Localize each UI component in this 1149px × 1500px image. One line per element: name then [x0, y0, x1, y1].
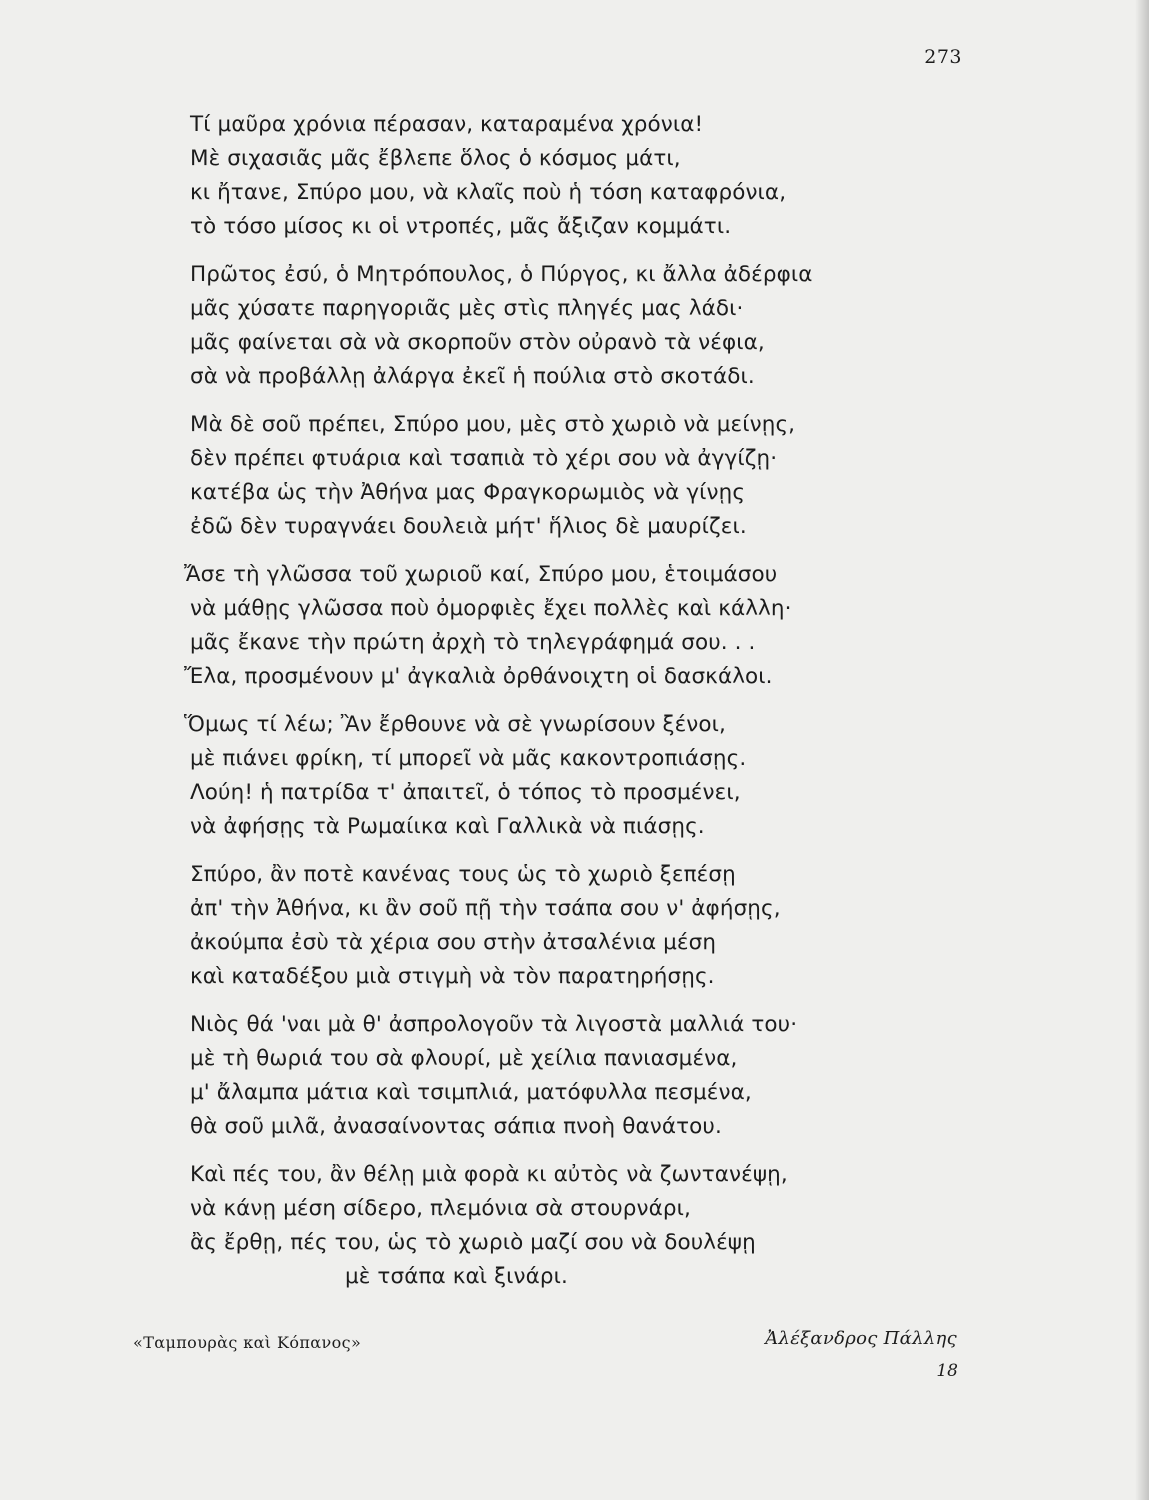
poem-line: καὶ καταδέξου μιὰ στιγμὴ νὰ τὸν παρατηρήσῃς.	[190, 964, 715, 989]
poem-line: τὸ τόσο μίσος κι οἱ ντροπές, μᾶς ἄξιζαν κομμάτι.	[190, 214, 732, 239]
poem-line: νὰ κάνῃ μέση σίδερο, πλεμόνια σὰ στουρνάρι,	[190, 1196, 691, 1221]
poem-line: Ἔλα, προσμένουν μ' ἀγκαλιὰ ὀρθάνοιχτη οἱ δασκάλοι.	[184, 664, 773, 689]
poem-line: νὰ ἀφήσῃς τὰ Ρωμαίικα καὶ Γαλλικὰ νὰ πιάσῃς.	[190, 814, 705, 839]
page-edge-shadow	[1135, 0, 1149, 1500]
poem-line: θὰ σοῦ μιλᾶ, ἀνασαίνοντας σάπια πνοὴ θανάτου.	[190, 1114, 722, 1139]
poem-line: ἐδῶ δὲν τυραγνάει δουλειὰ μήτ' ἥλιος δὲ μαυρίζει.	[190, 514, 747, 539]
signature-mark: 18	[936, 1361, 958, 1381]
source-title: «Ταμπουρὰς καὶ Κόπανος»	[133, 1333, 362, 1352]
poem-line: ἂς ἔρθῃ, πές του, ὡς τὸ χωριὸ μαζί σου νὰ δουλέψῃ	[190, 1230, 756, 1255]
poem-line: Πρῶτος ἐσύ, ὁ Μητρόπουλος, ὁ Πύργος, κι ἄλλα ἀδέρφια	[190, 262, 813, 287]
poem-line: κι ἤτανε, Σπύρο μου, νὰ κλαῖς ποὺ ἡ τόση καταφρόνια,	[190, 180, 787, 205]
poem-line: μᾶς φαίνεται σὰ νὰ σκορποῦν στὸν οὐρανὸ τὰ νέφια,	[190, 330, 765, 355]
poem-line: Νιὸς θά 'ναι μὰ θ' ἀσπρολογοῦν τὰ λιγοστὰ μαλλιά του·	[190, 1012, 798, 1037]
stanza-5	[0, 708, 1000, 844]
stanza-3	[0, 408, 1000, 544]
stanza-1	[0, 108, 1000, 244]
poem-line: μὲ πιάνει φρίκη, τί μπορεῖ νὰ μᾶς κακοντροπιάσῃς.	[190, 746, 747, 771]
stanza-7	[0, 1008, 1000, 1144]
poem-line: μᾶς ἔκανε τὴν πρώτη ἀρχὴ τὸ τηλεγράφημά σου. . .	[190, 630, 756, 655]
poem-body	[0, 108, 1000, 1308]
poem-line: Καὶ πές του, ἂν θέλῃ μιὰ φορὰ κι αὐτὸς νὰ ζωντανέψῃ,	[190, 1162, 788, 1187]
poem-line: Τί μαῦρα χρόνια πέρασαν, καταραμένα χρόνια!	[190, 112, 704, 137]
poem-line: ἀκούμπα ἐσὺ τὰ χέρια σου στὴν ἀτσαλένια μέση	[190, 930, 717, 955]
poem-line: Λούη! ἡ πατρίδα τ' ἀπαιτεῖ, ὁ τόπος τὸ προσμένει,	[190, 780, 741, 805]
poem-line: σὰ νὰ προβάλλῃ ἀλάργα ἐκεῖ ἡ πούλια στὸ σκοτάδι.	[190, 364, 755, 389]
stanza-8	[0, 1158, 1000, 1294]
stanza-4	[0, 558, 1000, 694]
poem-line: νὰ μάθῃς γλῶσσα ποὺ ὀμορφιὲς ἔχει πολλὲς καὶ κάλλη·	[190, 596, 792, 621]
poem-line: ἀπ' τὴν Ἀθήνα, κι ἂν σοῦ πῇ τὴν τσάπα σου ν' ἀφήσῃς,	[190, 896, 781, 921]
poem-line: μᾶς χύσατε παρηγοριᾶς μὲς στὶς πληγές μας λάδι·	[190, 296, 744, 321]
poem-line: μὲ τὴ θωριά του σὰ φλουρί, μὲ χείλια πανιασμένα,	[190, 1046, 738, 1071]
poem-line: Μὲ σιχασιᾶς μᾶς ἔβλεπε ὅλος ὁ κόσμος μάτι,	[190, 146, 681, 171]
poem-line: δὲν πρέπει φτυάρια καὶ τσαπιὰ τὸ χέρι σου νὰ ἀγγίζῃ·	[190, 446, 778, 471]
poem-line: μ' ἄλαμπα μάτια καὶ τσιμπλιά, ματόφυλλα πεσμένα,	[190, 1080, 752, 1105]
poem-line: Μὰ δὲ σοῦ πρέπει, Σπύρο μου, μὲς στὸ χωριὸ νὰ μείνῃς,	[190, 412, 796, 437]
stanza-2	[0, 258, 1000, 394]
poem-line: κατέβα ὡς τὴν Ἀθήνα μας Φραγκορωμιὸς νὰ γίνῃς	[190, 480, 746, 505]
page-number: 273	[924, 46, 962, 68]
poem-line: Σπύρο, ἂν ποτὲ κανένας τους ὡς τὸ χωριὸ ξεπέσῃ	[190, 862, 736, 887]
poem-line: Ἄσε τὴ γλῶσσα τοῦ χωριοῦ καί, Σπύρο μου, ἑτοιμάσου	[184, 562, 778, 587]
stanza-6	[0, 858, 1000, 994]
poem-line: μὲ τσάπα καὶ ξινάρι.	[345, 1264, 568, 1289]
author-name: Ἀλέξανδρος Πάλλης	[765, 1328, 957, 1349]
poem-line: Ὅμως τί λέω; Ἂν ἔρθουνε νὰ σὲ γνωρίσουν ξένοι,	[184, 712, 726, 737]
